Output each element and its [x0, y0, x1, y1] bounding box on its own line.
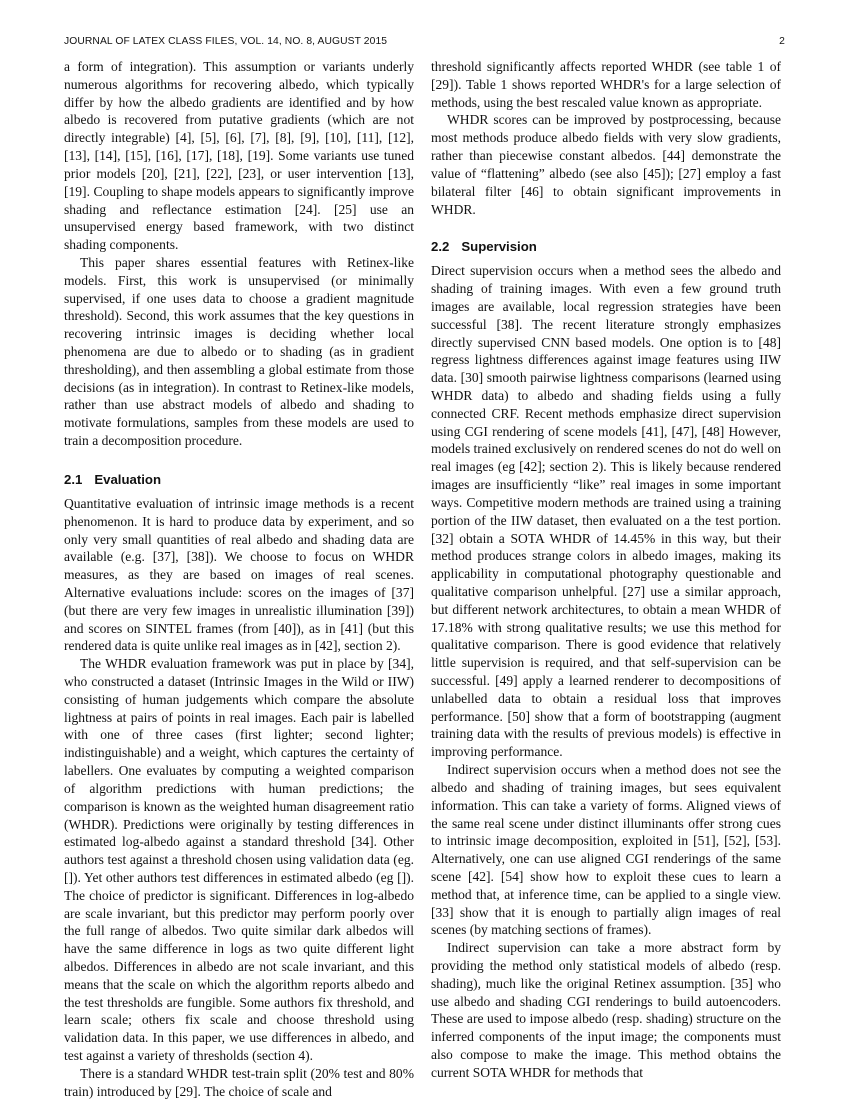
right-column	[431, 58, 781, 1082]
paragraph: This paper shares essential features with Retinex-like models. First, this work is unsupervised (or minimally supervised, if one uses data to choose a gradient magnitude threshold). Second, this work assumes that the key questions in recovering intrinsic images is deciding whether local phenomena are due to albedo or to shading (as in gradient thresholding), and then assembling a global estimate from those decisions (as in integration). In contrast to Retinex-like models, rather than use abstract models of albedo and shading to motivate formulations, samples from these models are used to train a decomposition procedure.	[64, 254, 414, 449]
left-column	[64, 58, 414, 1101]
page-number: 2	[779, 36, 785, 47]
section-title: Evaluation	[94, 471, 162, 487]
paragraph: Indirect supervision can take a more abstract form by providing the method only statistical models of albedo (resp. shading), much like the original Retinex assumption. [35] who use albedo and shading CGI renderings to build autoencoders. These are used to impose albedo (resp. shading) structure on the inferred components of the input image; the components must also compose to make the image. This method obtains the current SOTA WHDR for methods that	[431, 940, 781, 1080]
section-heading	[431, 238, 781, 256]
section-number: 2.2	[431, 239, 450, 255]
paragraph: Quantitative evaluation of intrinsic image methods is a recent phenomenon. It is hard to produce data by experiment, and so only very small quantities of real albedo and shading data are available (e.g. [37], [38]). We choose to focus on WHDR measures, as they are based on images of real scenes. Alternative evaluations include: scores on the images of [37] (but there are very few images in unrealistic illumination [39]) and scores on SINTEL frames (from [40]), as in [41] (but this rendered data is quite unlike real images as in [42], section 2).	[64, 495, 414, 654]
paragraph: a form of integration). This assumption or variants underly numerous algorithms for recovering albedo, which typically differ by how the albedo gradients are identified and by how albedo is recovered from putative gradients (which are not directly integrable) [4], [5], [6], [7], [8], [9], [10], [11], [12], [13], [14], [15], [16], [17], [18], [19]. Some variants use tuned prior models [20], [21], [22], [23], or user intervention [13], [19]. Coupling to shape models appears to significantly improve shading and reflectance estimation [24]. [25] use an unsupervised energy based framework, with two distinct shading components.	[64, 59, 414, 253]
section-title: Supervision	[461, 239, 537, 255]
section-heading	[64, 471, 414, 489]
paragraph: There is a standard WHDR test-train split (20% test and 80% train) introduced by [29]. The choice of scale and	[64, 1065, 414, 1099]
paragraph: threshold significantly affects reported WHDR (see table 1 of [29]). Table 1 shows reported WHDR's for a large selection of methods, using the best rescaled value known as appropriate.	[431, 59, 781, 110]
running-header	[64, 36, 785, 47]
journal-header: JOURNAL OF LATEX CLASS FILES, VOL. 14, NO. 8, AUGUST 2015	[64, 36, 388, 47]
paragraph: WHDR scores can be improved by postprocessing, because most methods produce albedo fields with very slow gradients, rather than piecewise constant albedos. [44] demonstrate the value of “flattening” albedo (see also [45]); [27] employ a fast bilateral filter [46] to obtain significant improvements in WHDR.	[431, 112, 781, 217]
paragraph: Direct supervision occurs when a method sees the albedo and shading of training images. With even a few ground truth images are available, local regression strategies have been successful [38]. The recent literature strongly emphasizes directly supervised CNN based models. One option is to [48] regress lightness differences against image features using IIW data. [30] smooth pairwise lightness comparisons (learned using WHDR data) to albedo and shading fields using a fully connected CRF. Recent methods emphasize direct supervision using CGI rendering of scene models [41], [47], [48] However, models trained exclusively on rendered scenes do not do well on real images (eg [42]; section 2). This is likely because rendered images are insufficiently “like” real images in some important ways. Competitive modern methods are trained using a training portion of the IIW dataset, then evaluated on a the test portion. [32] obtain a SOTA WHDR of 14.45% in this way, but their method produces strange colors in albedo images, making its applicability in computational photography questionable and qualitative comparison unhelpful. [27] use a similar approach, but different network architectures, to obtain a mean WHDR of 17.18% with strong qualitative results; we use this method for qualitative comparison. There is good evidence that relatively little supervision is required, and that self-supervision can be successful. [49] apply a learned renderer to decompositions of unlabelled data to obtain a residual loss that improves performance. [50] show that a form of bootstrapping (augment training data with the results of previous models) is effective in improving performance.	[431, 263, 781, 760]
paragraph: The WHDR evaluation framework was put in place by [34], who constructed a dataset (Intrinsic Images in the Wild or IIW) consisting of human judgements which compare the absolute lightness at pairs of points in real images. Each pair is labelled with one of three cases (first lighter; second lighter; indistinguishable) and a weight, which captures the certainty of labellers. One evaluates by computing a weighted comparison of algorithm predictions with human predictions; the comparison is known as the weighted human disagreement ratio (WHDR). Predictions were originally by testing differences in estimated log-albedo against a standard threshold [34]. Other authors test against a threshold chosen using validation data (eg. []). Yet other authors test differences in estimated albedo (eg []). The choice of predictor is significant. Differences in log-albedo are scale invariant, but this predictor may perform poorly over the full range of albedos. Two quite similar dark albedos will have the same difference in logs as two quite different light albedos. Differences in albedo are not scale invariant, and this means that the scale on which the algorithm reports albedo and the test thresholds are fungible. Some authors fix threshold, and learn scale; others fix scale and choose threshold using validation data. In this paper, we use differences in albedo, and test against a variety of thresholds (section 4).	[64, 656, 414, 1064]
paragraph: Indirect supervision occurs when a method does not see the albedo and shading of training images, but sees equivalent information. This can take a variety of forms. Aligned views of the same real scene under distinct illuminants offer strong cues to intrinsic image decomposition, exploited in [51], [52], [53]. Alternatively, one can use aligned CGI renderings of the same scene [42]. [54] show how to exploit these cues to learn a method that, at inference time, can be applied to a single view. [33] show that it is enough to partially align images of real scenes (by matching sections of frames).	[431, 762, 781, 938]
section-number: 2.1	[64, 471, 83, 487]
